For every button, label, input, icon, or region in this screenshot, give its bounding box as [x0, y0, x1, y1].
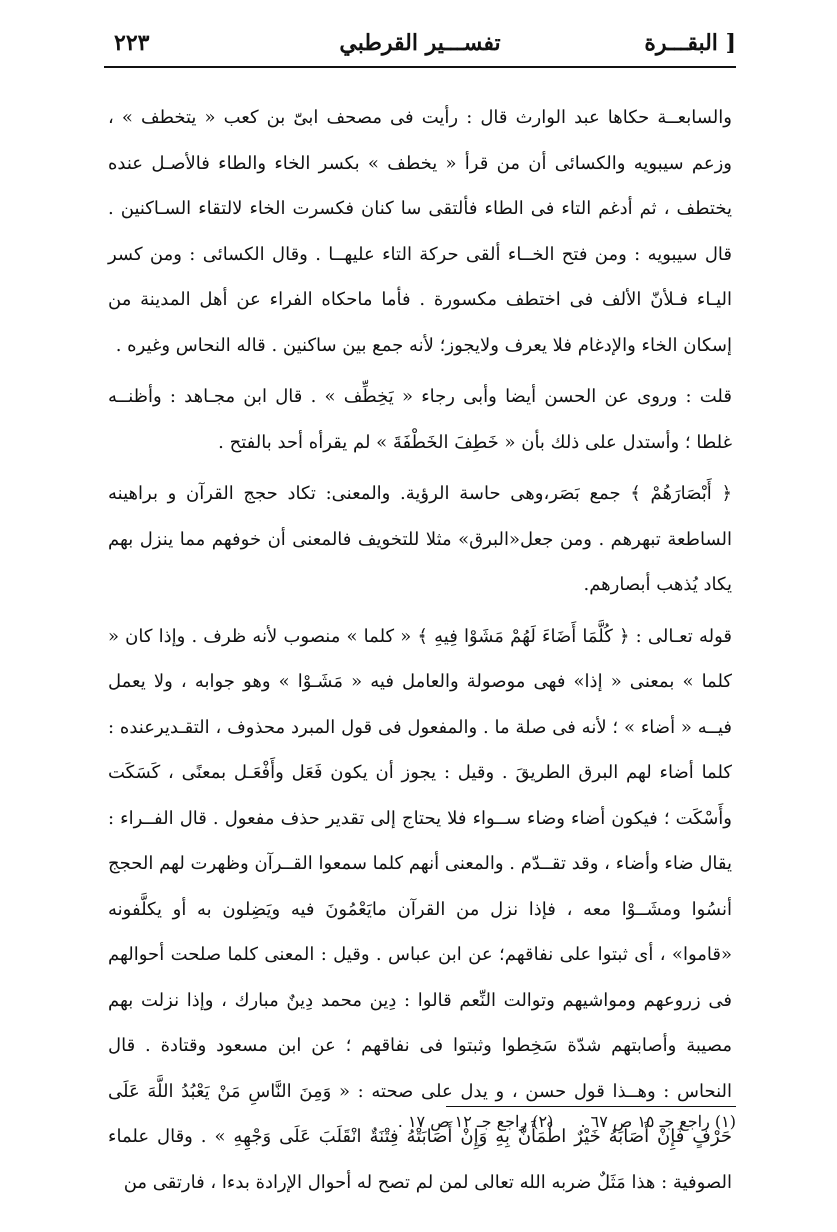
paragraph-1: والسابعــة حكاها عبد الوارث قال : رأيت فى مصحف ابىّ بن كعب « يتخطف » ، وزعم سيبويه والكسائى أن من قرأ « يخطف » بكسر الخاء والطاء فالأصـل عنده يختطف ، ثم أدغم التاء فى الطاء فألتقى سا كنان فكسرت الخاء لالتقاء السـاكنين . قال سيبويه : ومن فتح الخــاء ألقى حركة التاء عليهــا . وقال الكسائى : ومن كسر اليـاء فـلأنّ الألف فى اختطف مكسورة . فأما ماحكاه الفراء عن أهل المدينة من إسكان الخاء والإدغام فلا يعرف ولايجوز؛ لأنه جمع بين ساكنين . قاله النحاس وغيره .: [108, 107, 732, 356]
running-header: [104, 28, 736, 64]
paragraph-2: قلت : وروى عن الحسن أيضا وأبى رجاء « يَخِطِّف » . قال ابن مجـاهد : وأظنــه غلطا ؛ وأستدل على ذلك بأن « خَطِفَ الخَطْفَةَ » لم يقرأه أحد بالفتح .: [108, 386, 732, 453]
footnote-2: (٢) راجع جـ ١٢ ص ١٧ .: [397, 1112, 554, 1131]
main-text: [108, 95, 732, 1205]
paragraph-4: قوله تعـالى : ﴿ كُلَّمَا أَضَاءَ لَهُمْ مَشَوْا فِيهِ ﴾ « كلما » منصوب لأنه ظرف . وإذا كان « كلما » بمعنى « إذا» فهى موصولة والعامل فيه « مَشَـوْا » وهو جوابه ، ولا يعمل فيــه « أضاء » ؛ لأنه فى صلة ما . والمفعول فى قول المبرد محذوف ، التقـديرعنده : كلما أضاء لهم البرق الطريقَ . وقيل : يجوز أن يكون فَعَل وأَفْعَـل بمعنًى ، كَسَكَت وأَسْكَت ؛ فيكون أضاء وضاء ســواء فلا يحتاج إلى تقدير حذف مفعول . قال الفــراء : يقال ضاء وأضاء ، وقد تقــدّم . والمعنى أنهم كلما سمعوا القــرآن وظهرت لهم الحجج أنسُوا ومشَــوْا معه ، فإذا نزل من القرآن مايَعْمُونَ فيه ويَضِلون به أو يكلَّفونه «قاموا» ، أى ثبتوا على نفاقهم؛ عن ابن عباس . وقيل : المعنى كلما صلحت أحوالهم فى زروعهم ومواشيهم وتوالت النِّعم قالوا : دِين محمد دِينٌ مبارك ، وإذا نزلت بهم مصيبة وأصابتهم شدّة سَخِطوا وثبتوا فى نفاقهم ؛ عن ابن مسعود وقتادة . قال النحاس : وهــذا قول حسن ، و يدل على صحته : « وَمِنَ النَّاسِ مَنْ يَعْبُدُ اللَّهَ عَلَى حَرْفٍ فَإِنْ أَصَابَهُ خَيْرٌ اطْمَأَنَّ بِهِ وَإِنْ أَصَابَتْهُ فِتْنَةٌ انْقَلَبَ عَلَى وَجْهِهِ » . وقال علماء الصوفية : هذا مَثَلٌ ضربه الله تعالى لمن لم تصح له أحوال الإرادة بدءا ، فارتقى من: [108, 625, 732, 1193]
paragraph-3: ﴿ أَبْصَارَهُمْ ﴾ جمع بَصَر،وهى حاسة الرؤية. والمعنى: تكاد حجج القرآن و براهينه الساطعة تبهرهم . ومن جعل«البرق» مثلا للتخويف فالمعنى أن خوفهم مما ينزل بهم يكاد يُذهب أبصارهم.: [108, 483, 732, 595]
footnotes: [300, 1112, 736, 1131]
book-title: تفســـير القرطبي: [339, 30, 501, 56]
footnote-divider: [446, 1106, 736, 1107]
header-divider: [104, 66, 736, 68]
page-number: ٢٢٣: [114, 30, 150, 56]
footnote-1: (١) راجع جـ ١٥ ص ٦٧ .: [580, 1112, 736, 1131]
surah-name: البقـــرة ]: [644, 30, 736, 56]
